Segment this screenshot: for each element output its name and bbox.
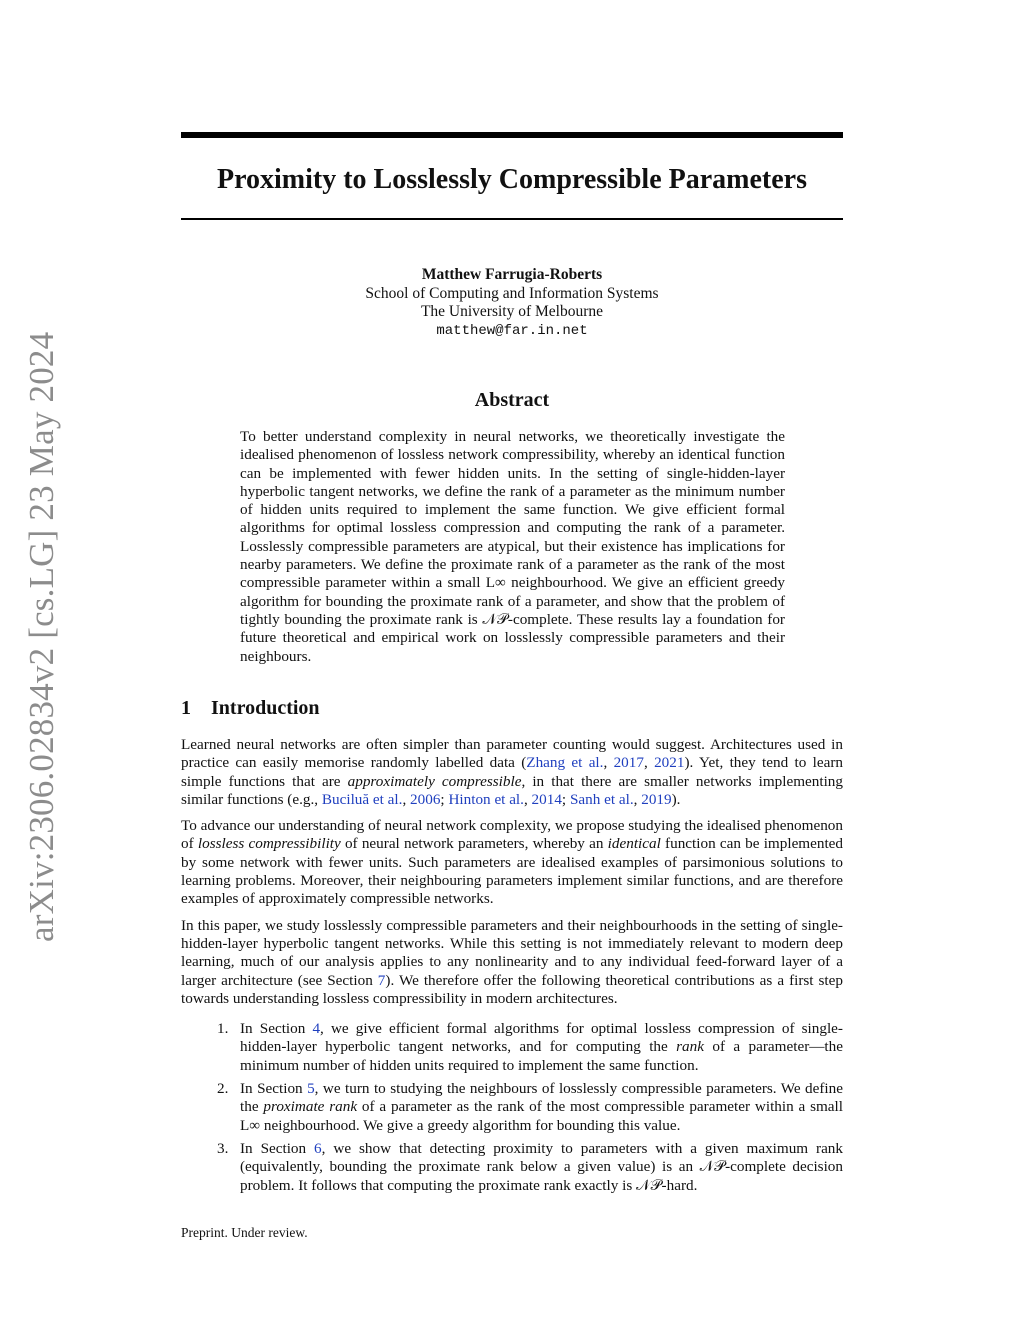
text-run: ,	[643, 754, 655, 772]
author-name: Matthew Farrugia-Roberts	[421, 266, 603, 283]
text-run: ,	[402, 790, 411, 808]
paragraph	[181, 736, 843, 809]
section-heading-introduction	[181, 695, 843, 721]
text-run: In this paper, we study losslessly compressible parameters and their neighbourhoods in the setting of single-hidden-layer hyperbolic tangent networks. While this setting is not immediately relevant to modern deep learning, much of our analysis applies to any nonlinearity and to any individual feed-forward layer of a larger architecture (see Section	[181, 916, 843, 989]
paragraph	[181, 917, 843, 1008]
list-item	[181, 1080, 843, 1135]
list-item-number: 1.	[217, 1020, 229, 1038]
text-run: , we turn to studying the neighbours of losslessly compressible parameters. We define the	[240, 1080, 843, 1116]
contributions-list	[181, 1020, 843, 1195]
citation-link[interactable]: 2021	[654, 754, 685, 772]
section-reference-link[interactable]: 6	[314, 1139, 322, 1157]
emphasis: proximate rank	[263, 1098, 358, 1116]
text-run: , in that there are smaller networks implementing similar functions (e.g.,	[181, 772, 843, 808]
abstract-text: To better understand complexity in neural networks, we theoretically investigate the idealised phenomenon of lossless network compressibility, whereby an identical function can be implemented with fewer hidden units. In the setting of single-hidden-layer hyperbolic tangent networks, we define the rank of a parameter as the minimum number of hidden units required to implement the same function. We give efficient formal algorithms for optimal lossless compression and computing the rank of a parameter. Losslessly compressible parameters are atypical, but their existence has implications for nearby parameters. We define the proximate rank of a parameter as the rank of the most compressible parameter within a small L∞ neighbourhood. We give an efficient greedy algorithm for bounding the proximate rank of a parameter, and show that the problem of tightly bounding the proximate rank is 𝒩𝒫-complete. These results lay a foundation for future theoretical and empirical work on losslessly compressible parameters and their neighbours.	[240, 428, 785, 665]
author-institution: The University of Melbourne	[420, 303, 604, 320]
list-item-number: 2.	[217, 1080, 229, 1098]
text-run: of neural network parameters, whereby an	[340, 835, 608, 853]
paragraph	[181, 817, 843, 908]
introduction-body	[181, 736, 843, 1200]
arxiv-identifier-stamp: arXiv:2306.02834v2 [cs.LG] 23 May 2024	[22, 331, 61, 942]
text-run: Learned neural networks are often simpler than parameter counting would suggest. Architectures used in practice can easily memorise randomly labelled data (	[181, 736, 843, 772]
list-item	[181, 1140, 843, 1195]
text-run: ;	[440, 790, 449, 808]
emphasis: lossless compressibility	[197, 835, 341, 853]
citation-link[interactable]: Zhang et al.	[526, 754, 604, 772]
abstract-heading: Abstract	[474, 389, 550, 411]
emphasis: rank	[676, 1038, 704, 1056]
emphasis: identical	[607, 835, 661, 853]
author-affiliation: School of Computing and Information Systems	[365, 284, 659, 302]
title-bottom-rule	[181, 218, 843, 220]
text-run: ,	[523, 790, 532, 808]
list-item-number: 3.	[217, 1139, 229, 1157]
section-reference-link[interactable]: 5	[307, 1080, 315, 1098]
text-run: , we give efficient formal algorithms for optimal lossless compression of single-hidden-layer hyperbolic tangent networks, and for computing the	[240, 1020, 843, 1056]
section-title: Introduction	[211, 697, 320, 719]
section-number: 1	[181, 697, 191, 719]
text-run: of a parameter—the minimum number of hidden units required to implement the same function.	[240, 1038, 843, 1074]
citation-link[interactable]: Hinton et al.	[448, 790, 524, 808]
section-reference-link[interactable]: 4	[312, 1020, 321, 1038]
text-run: , we show that detecting proximity to parameters with a given maximum rank (equivalently, bounding the proximate rank below a given value) is an 𝒩𝒫-complete decision problem. It follows that computing the proximate rank exactly is 𝒩𝒫-hard.	[240, 1139, 843, 1194]
text-run: In Section	[240, 1020, 313, 1038]
paper-title: Proximity to Losslessly Compressible Parameters	[217, 164, 807, 195]
author-block	[181, 266, 843, 340]
text-run: ).	[671, 790, 681, 808]
text-run: To advance our understanding of neural network complexity, we propose studying the idealised phenomenon of	[181, 817, 843, 853]
section-reference-link[interactable]: 7	[377, 971, 386, 989]
text-run: function can be implemented by some network with fewer units. Such parameters are idealised examples of parsimonious solutions to learning problems. Moreover, their neighbouring parameters implement similar functions, and are therefore examples of approximately compressible networks.	[181, 835, 844, 908]
text-run: ). We therefore offer the following theoretical contributions as a first step towards understanding lossless compressibility in modern architectures.	[181, 971, 843, 1007]
citation-link[interactable]: 2017	[613, 754, 644, 772]
citation-link[interactable]: 2014	[531, 790, 562, 808]
author-email[interactable]: matthew@far.in.net	[436, 322, 588, 339]
list-item	[181, 1020, 843, 1075]
text-run: ). Yet, they tend to learn simple functions that are	[181, 754, 843, 790]
text-run: ,	[603, 754, 614, 772]
text-run: ,	[633, 790, 642, 808]
text-run: of a parameter as the rank of the most compressible parameter within a small L∞ neighbourhood. We give a greedy algorithm for bounding this value.	[240, 1098, 843, 1134]
title-top-rule	[181, 132, 843, 138]
emphasis: approximately compressible	[347, 772, 522, 790]
text-run: In Section	[240, 1080, 308, 1098]
text-run: In Section	[240, 1139, 315, 1157]
text-run: ;	[561, 790, 570, 808]
citation-link[interactable]: 2006	[410, 790, 441, 808]
citation-link[interactable]: 2019	[641, 790, 672, 808]
citation-link[interactable]: Buciluă et al.	[321, 790, 403, 808]
preprint-footer: Preprint. Under review.	[181, 1225, 308, 1240]
citation-link[interactable]: Sanh et al.	[569, 790, 634, 808]
